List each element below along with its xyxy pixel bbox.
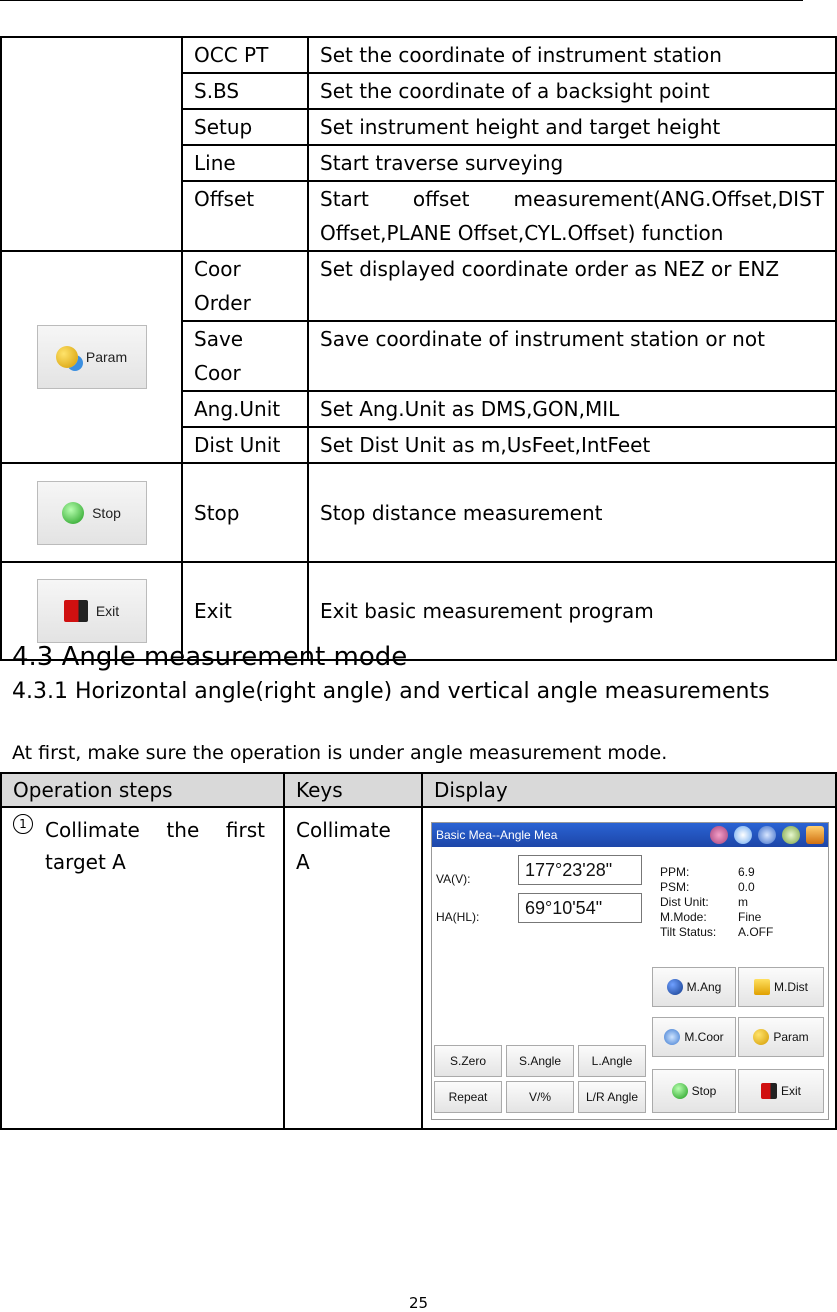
m-ang-button[interactable] — [652, 967, 736, 1007]
step-number: 1 — [13, 814, 33, 834]
s-zero-button[interactable] — [434, 1045, 502, 1077]
func-desc: Set Dist Unit as m,UsFeet,IntFeet — [308, 427, 836, 463]
repeat-button[interactable] — [434, 1081, 502, 1113]
l-angle-label: L.Angle — [591, 1054, 633, 1068]
mode-value: Fine — [738, 910, 762, 924]
stop-icon-cell — [1, 463, 182, 562]
ha-label: HA(HL): — [436, 910, 480, 924]
status-icon — [710, 826, 728, 844]
op-header-keys: Keys — [284, 773, 422, 807]
m-dist-button[interactable] — [738, 967, 824, 1007]
func-desc: Set the coordinate of a backsight point — [308, 73, 836, 109]
param-button-image — [37, 325, 147, 389]
m-coor-label: M.Coor — [684, 1030, 724, 1044]
func-key: S.BS — [182, 73, 308, 109]
header-rule — [0, 0, 803, 1]
v-percent-label: V/% — [528, 1090, 551, 1104]
info-labels — [660, 865, 716, 940]
s-zero-label: S.Zero — [449, 1054, 486, 1068]
exit-label: Exit — [780, 1084, 801, 1098]
intro-paragraph: At first, make sure the operation is under angle measurement mode. — [12, 742, 668, 764]
func-desc: Start offset measurement(ANG.Offset,DIST Offset,PLANE Offset,CYL.Offset) function — [308, 181, 836, 251]
subsection-title: 4.3.1 Horizontal angle(right angle) and vertical angle measurements — [12, 679, 770, 704]
func-desc: Exit basic measurement program — [308, 562, 836, 660]
func-desc: Stop distance measurement — [308, 463, 836, 562]
page-number: 25 — [408, 1294, 429, 1312]
dist-unit-value: m — [738, 895, 748, 909]
func-key: Exit — [182, 562, 308, 660]
coordinate-icon — [664, 1029, 680, 1045]
func-desc: Save coordinate of instrument station or not — [308, 321, 836, 391]
exit-button-image — [37, 579, 147, 643]
device-screenshot — [431, 822, 829, 1120]
s-angle-label: S.Angle — [518, 1054, 562, 1068]
s-angle-button[interactable] — [506, 1045, 574, 1077]
mode-label: M.Mode: — [660, 910, 707, 924]
gear-icon — [753, 1029, 769, 1045]
dist-unit-label: Dist Unit: — [660, 895, 709, 909]
repeat-label: Repeat — [448, 1090, 488, 1104]
psm-value: 0.0 — [738, 880, 755, 894]
va-label: VA(V): — [436, 872, 471, 886]
stop-label: Stop — [691, 1084, 717, 1098]
ppm-label: PPM: — [660, 865, 690, 879]
function-table — [0, 36, 837, 661]
func-key: OCC PT — [182, 37, 308, 73]
func-desc: Set displayed coordinate order as NEZ or ENZ — [308, 251, 836, 321]
stop-icon — [62, 502, 84, 524]
op-key-cell: Collimate A — [284, 807, 422, 1129]
param-label: Param — [773, 1030, 809, 1044]
func-key: Stop — [182, 463, 308, 562]
ruler-icon — [754, 979, 770, 995]
info-values — [738, 865, 773, 940]
stop-button-label: Stop — [92, 504, 121, 521]
func-key: Ang.Unit — [182, 391, 308, 427]
func-key: Save Coor — [182, 321, 308, 391]
param-icon-cell — [1, 251, 182, 463]
func-key: Dist Unit — [182, 427, 308, 463]
stop-icon — [672, 1083, 688, 1099]
settings-icon — [734, 826, 752, 844]
va-value: 177°23'28" — [518, 855, 642, 885]
func-key: Setup — [182, 109, 308, 145]
exit-button-label: Exit — [95, 603, 120, 619]
tilt-label: Tilt Status: — [660, 925, 717, 939]
exit-icon — [761, 1083, 777, 1099]
func-key: Line — [182, 145, 308, 181]
lr-angle-label: L/R Angle — [585, 1090, 639, 1104]
ppm-value: 6.9 — [738, 865, 755, 879]
exit-button[interactable] — [738, 1069, 824, 1113]
globe-icon — [667, 979, 683, 995]
step-text: Collimate the first target A — [45, 818, 265, 874]
ha-value: 69°10'54" — [518, 893, 642, 923]
func-desc: Set the coordinate of instrument station — [308, 37, 836, 73]
blank-icon-cell — [1, 37, 182, 251]
func-desc: Start traverse surveying — [308, 145, 836, 181]
m-ang-label: M.Ang — [686, 980, 722, 994]
stop-button[interactable] — [652, 1069, 736, 1113]
tilt-value: A.OFF — [738, 925, 774, 939]
func-desc: Set Ang.Unit as DMS,GON,MIL — [308, 391, 836, 427]
func-desc: Set instrument height and target height — [308, 109, 836, 145]
op-display-cell — [422, 807, 836, 1129]
psm-label: PSM: — [660, 880, 690, 894]
exit-icon — [64, 600, 88, 622]
screen-title: Basic Mea--Angle Mea — [436, 828, 558, 842]
screen-titlebar — [432, 823, 828, 847]
bluetooth-icon — [758, 826, 776, 844]
func-key: Coor Order — [182, 251, 308, 321]
battery-icon — [806, 826, 824, 844]
l-angle-button[interactable] — [578, 1045, 646, 1077]
m-coor-button[interactable] — [652, 1017, 736, 1057]
op-header-steps: Operation steps — [1, 773, 284, 807]
operation-table — [0, 772, 837, 1130]
param-button-label: Param — [85, 349, 128, 365]
section-title: 4.3 Angle measurement mode — [12, 642, 408, 672]
param-button[interactable] — [738, 1017, 824, 1057]
m-dist-label: M.Dist — [774, 980, 808, 994]
op-header-display: Display — [422, 773, 836, 807]
v-percent-button[interactable] — [506, 1081, 574, 1113]
param-icon — [56, 346, 78, 368]
lr-angle-button[interactable] — [578, 1081, 646, 1113]
func-key: Offset — [182, 181, 308, 251]
op-step-cell — [1, 807, 284, 1129]
stop-button-image — [37, 481, 147, 545]
signal-icon — [782, 826, 800, 844]
